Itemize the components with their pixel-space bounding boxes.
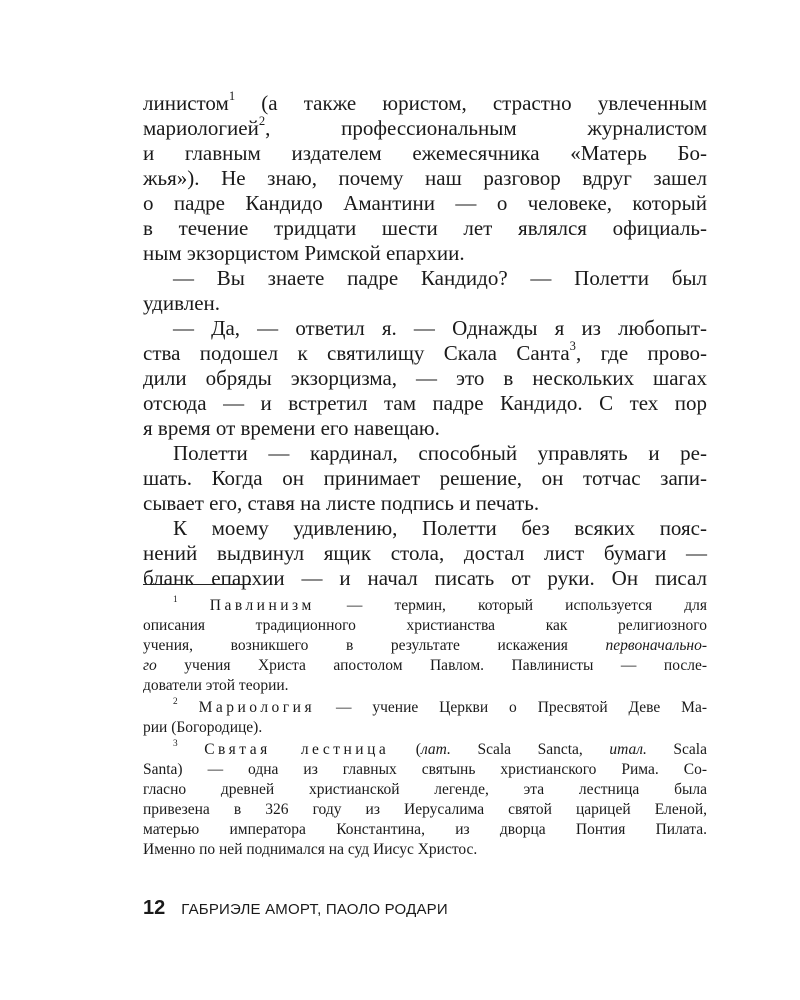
footnote-line: $^1$ Павлинизм — термин, который используется для	[173, 595, 707, 614]
footnote-ref: 1	[228, 89, 236, 104]
footnote-line: привезена в 326 году из Иерусалима святой царицей Еленой,	[143, 801, 707, 818]
body-line: мариологией$^2$, профессиональным журналистом	[143, 114, 707, 140]
footnote-term: Павлинизм	[209, 597, 315, 614]
footnote-line: гласно древней христианской легенде, эта лестница была	[143, 781, 707, 798]
body-line: — Вы знаете падре Кандидо? — Полетти был	[173, 266, 707, 290]
footnote-mark: 3	[173, 739, 178, 750]
footnote-line: учения, возникшего в результате искажения первоначально-	[143, 637, 707, 654]
body-line: я время от времени его навещаю.	[143, 416, 440, 440]
body-line: Полетти — кардинал, способный управлять и ре-	[173, 441, 707, 465]
body-line: нений выдвинул ящик стола, достал лист бумаги —	[143, 541, 707, 565]
footnote-line: описания традиционного христианства как религиозного	[143, 617, 707, 634]
footnote-line: рии (Богородице).	[143, 719, 263, 736]
body-line: о падре Кандидо Амантини — о человеке, который	[143, 191, 707, 215]
footnote-separator	[143, 584, 251, 585]
body-line: шать. Когда он принимает решение, он тотчас запи-	[143, 466, 707, 490]
body-line: отсюда — и встретил там падре Кандидо. С тех пор	[143, 391, 707, 415]
body-line: бланк епархии — и начал писать от руки. Он писал	[143, 566, 707, 590]
footnote-line: $^2$ Мариология — учение Церкви о Пресвятой Деве Ма-	[173, 697, 708, 716]
body-line: дили обряды экзорцизма, — это в нескольких шагах	[143, 366, 707, 390]
page-number: 12	[143, 897, 166, 919]
footnote-term: Святая лестница	[204, 741, 390, 758]
body-line: линистом$^1$ (а также юристом, страстно увлеченным	[143, 89, 707, 115]
footnote-line: матерью императора Константина, из дворца Понтия Пилата.	[143, 821, 707, 838]
running-footer	[143, 897, 448, 919]
footnote-mark: 1	[173, 595, 178, 606]
footnote-line: дователи этой теории.	[143, 677, 289, 694]
body-line: и главным издателем ежемесячника «Матерь Бо-	[143, 141, 707, 165]
body-line: жья»). Не знаю, почему наш разговор вдруг зашел	[143, 166, 707, 190]
footnote-ref: 3	[569, 339, 576, 354]
body-line: ства подошел к святилищу Скала Санта$^3$, где прово-	[143, 339, 708, 365]
footnote-line: Именно по ней поднимался на суд Иисус Христос.	[143, 841, 478, 858]
body-line: ным экзорцистом Римской епархии.	[143, 241, 465, 265]
footnote-term: Мариология	[198, 699, 316, 716]
body-line: сывает его, ставя на листе подпись и печать.	[143, 491, 540, 515]
body-line: К моему удивлению, Полетти без всяких пояс-	[173, 516, 707, 540]
body-line: — Да, — ответил я. — Однажды я из любопыт-	[173, 316, 707, 340]
footnote-mark: 2	[173, 697, 178, 708]
body-line: в течение тридцати шести лет являлся официаль-	[143, 216, 707, 240]
footnote-line: Santa) — одна из главных святынь христианского Рима. Со-	[143, 761, 707, 778]
footnote-line: $^3$ Святая лестница (лат. Scala Sancta, итал. Scala	[173, 739, 707, 758]
running-title: ГАБРИЭЛЕ АМОРТ, ПАОЛО РОДАРИ	[181, 901, 448, 918]
footnote-ref: 2	[258, 114, 266, 129]
body-line: удивлен.	[143, 291, 221, 315]
footnote-line: го учения Христа апостолом Павлом. Павлинисты — после-	[143, 657, 707, 674]
